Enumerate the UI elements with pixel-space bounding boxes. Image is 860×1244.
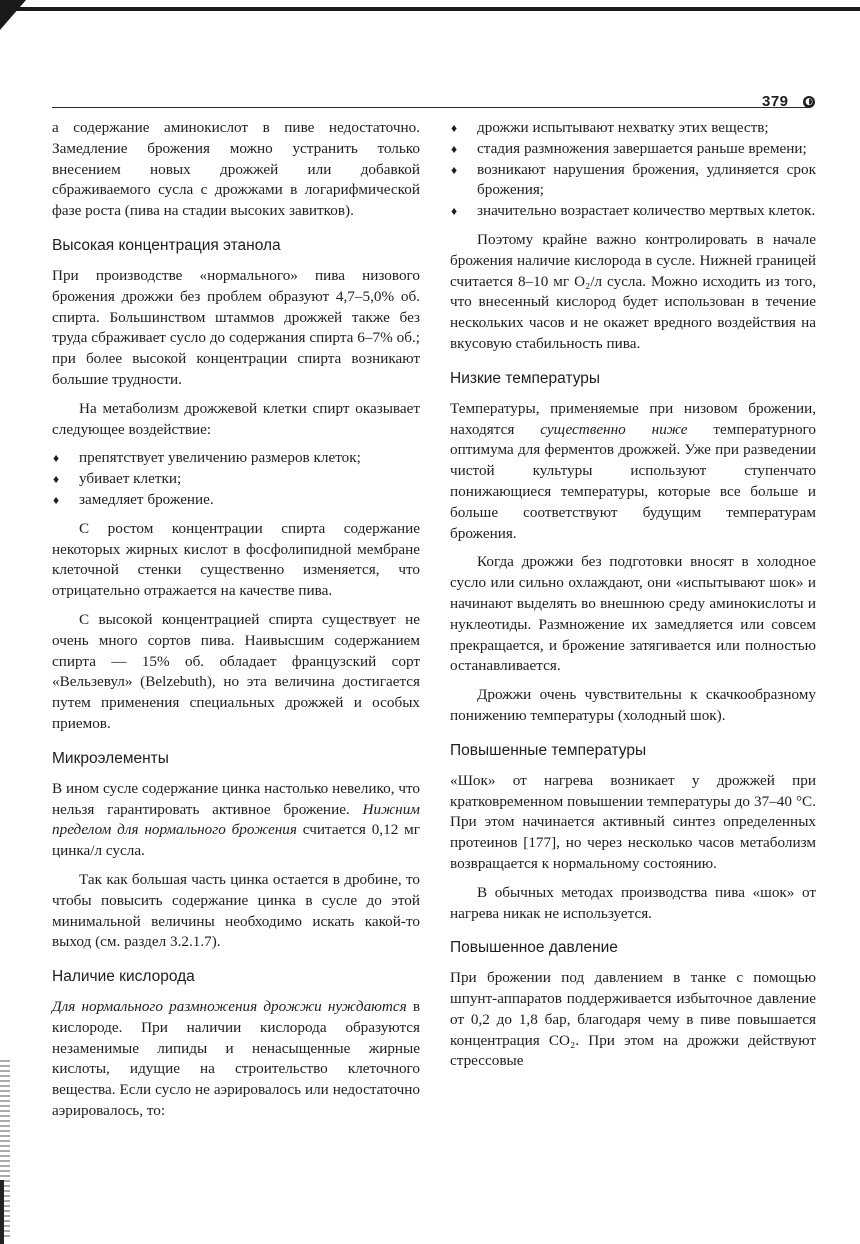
bullet-list: [450, 118, 816, 222]
paragraph: В ином сусле содержание цинка настолько невелико, что нельзя гарантировать активное брожение. Нижним пределом для нормального брожения считается 0,12 мг цинка/л сусла.: [52, 779, 420, 860]
list-item: ♦ возникают нарушения брожения, удлиняется срок брожения;: [451, 160, 816, 199]
paragraph: При брожении под давлением в танке с помощью шпунт-аппаратов поддерживается избыточное давление от 0,2 до 1,8 бар, благодаря чему в пиве повышается концентрация CO₂. При этом на дрожжи действуют стрессовые: [450, 969, 816, 1070]
top-border: [0, 7, 860, 11]
paragraph: С ростом концентрации спирта содержание некоторых жирных кислот в фосфолипидной мембране клеточной стенки существенно изменяется, что отрицательно отражается на качестве пива.: [52, 519, 420, 600]
scan-edge-bar: [0, 1180, 4, 1244]
page-number: 379: [762, 93, 789, 110]
paragraph: Температуры, применяемые при низовом брожении, находятся существенно ниже температурного оптимума для ферментов дрожжей. Уже при разведении чистой культуры используют ступенчато понижающиеся температуры, которые все больше и больше соответствуют будущим температурам брожения.: [450, 399, 817, 542]
bullet-icon: ♦: [53, 451, 60, 466]
header-rule: [52, 107, 808, 108]
paragraph: На метаболизм дрожжевой клетки спирт оказывает следующее воздействие:: [52, 399, 420, 438]
bullet-icon: ♦: [451, 141, 458, 156]
right-column: [450, 118, 816, 1080]
paragraph: При производстве «нормального» пива низового брожения дрожжи без проблем образуют 4,7–5,0% об. спирта. Большинством штаммов дрожжей также без труда сбраживает сусло до содержания спирта 6–7% об.; при более высокой концентрации спирта возникают большие трудности.: [52, 266, 420, 388]
paragraph: Поэтому крайне важно контролировать в начале брожения наличие кислорода в сусле. Нижней границей считается 8–10 мг O₂/л сусла. Можно исходить из того, что внесенный кислород будет использован в течение нескольких часов и не окажет вредного воздействия на вкусовую стабильность пива.: [450, 230, 816, 352]
paragraph: В обычных методах производства пива «шок» от нагрева никак не используется.: [450, 883, 816, 922]
paragraph: «Шок» от нагрева возникает у дрожжей при кратковременном повышении температуры до 37–40 °С. При этом начинается активный синтез определенных протеинов [177], но через несколько часов метаболизм возвращается к нормальному состоянию.: [450, 771, 816, 872]
left-column: [52, 118, 420, 1130]
corner-mark: [0, 0, 26, 30]
heading-low-temperatures: Низкие температуры: [450, 369, 601, 387]
paragraph: Когда дрожжи без подготовки вносят в холодное сусло или сильно охлаждают, они «испытывают шок» и начинают выделять во внешнюю среду аминокислоты и нуклеотиды. Размножение их замедляется или совсем прекращается, и брожение затягивается или полностью останавливается.: [450, 553, 816, 675]
paragraph: а содержание аминокислот в пиве недостаточно. Замедление брожения можно устранить только внесением новых дрожжей или добавкой сбраживаемого сусла с дрожжами в логарифмической фазе роста (пива на стадии высоких завитков).: [52, 119, 420, 220]
paragraph: Для нормального размножения дрожжи нуждаются в кислороде. При наличии кислорода образуются незаменимые липиды и ненасыщенные жирные кислоты, идущие на строительство клеточного вещества. Если сусло не аэрировалось или недостаточно аэрировалось, то:: [52, 998, 420, 1120]
list-item: ♦ замедляет брожение.: [52, 490, 420, 511]
bullet-icon: ♦: [451, 204, 458, 219]
list-item: ♦ убивает клетки;: [52, 469, 420, 490]
list-item: ♦ препятствует увеличению размеров клеток;: [52, 448, 420, 469]
paragraph: Дрожжи очень чувствительны к скачкообразному понижению температуры (холодный шок).: [450, 686, 816, 724]
list-item: ♦ значительно возрастает количество мертвых клеток.: [450, 201, 816, 222]
bullet-icon: ♦: [53, 472, 60, 487]
paragraph: С высокой концентрацией спирта существует не очень много сортов пива. Наивысшим содержанием спирта — 15% об. обладает французский сорт «Вельзевул» (Belzebuth), но эта величина достигается путем применения специальных дрожжей и особых приемов.: [52, 610, 420, 732]
heading-high-temperatures: Повышенные температуры: [450, 741, 647, 759]
bullet-icon: ♦: [53, 492, 60, 507]
heading-oxygen: Наличие кислорода: [52, 968, 195, 986]
bullet-icon: ♦: [451, 121, 458, 135]
heading-microelements: Микроэлементы: [52, 749, 169, 767]
bullet-list: [52, 448, 420, 510]
page-marker-icon: ◐: [803, 96, 815, 108]
paragraph: Так как большая часть цинка остается в дробине, то чтобы повысить содержание цинка в сусле до этой минимальной величины необходимо искать какой-то выход (см. раздел 3.2.1.7).: [52, 870, 420, 951]
heading-ethanol: Высокая концентрация этанола: [52, 236, 281, 254]
list-item: ♦ дрожжи испытывают нехватку этих веществ;: [450, 118, 816, 139]
list-item: ♦ стадия размножения завершается раньше времени;: [450, 139, 816, 160]
bullet-icon: ♦: [451, 162, 458, 177]
heading-high-pressure: Повышенное давление: [450, 939, 618, 957]
